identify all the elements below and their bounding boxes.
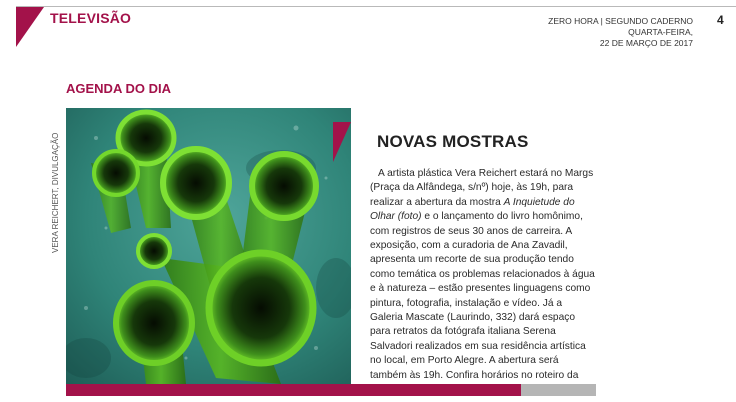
edition-info [493,16,693,49]
section-corner-triangle [16,7,44,47]
headline-accent-triangle [333,122,351,162]
article-text-intro: A artista plástica Vera Reichert estará no Margs (Praça da Alfândega, s/nº) hoje, às 19h, para realizar a abertura da mostra [370,168,594,208]
exhibition-title: A Inquietude do Olhar (foto) [370,196,575,223]
page-number: 4 [717,13,724,27]
photo-credit: VERA REICHERT, DIVULGAÇÃO [51,132,60,253]
agenda-heading: AGENDA DO DIA [66,81,171,96]
section-title: TELEVISÃO [50,10,132,26]
article-headline: NOVAS MOSTRAS [377,132,529,151]
newspaper-name: ZERO HORA | SEGUNDO CADERNO [548,16,693,26]
footer-bar-grey [521,384,596,396]
header-rule [16,6,736,7]
article-paragraph [370,167,596,398]
issue-date: 22 DE MARÇO DE 2017 [599,38,693,48]
footer-bar-red [66,384,521,396]
article-photo [66,108,351,384]
weekday: QUARTA-FEIRA, [628,27,693,37]
article-body [370,167,596,398]
sponge-tubes-photo [66,108,351,384]
article-text-rest: e o lançamento do livro homônimo, com registros de seus 30 anos de carreira. A exposição, com a curadoria de Ana Zavadil, apresenta um recorte de sua produção tendo como temática os problemas relacionados à água e à natureza – estão presentes linguagens como pintura, fotografia, instalação e vídeo. Já a Galeria Mascate (Laurindo, 332) dará espaço para retratos da fotógrafa italiana Serena Salvadori realizados em sua residência artística no local, em Porto Alegre. A abertura será também às 19h. Confira horários no roteiro da [370,211,595,381]
